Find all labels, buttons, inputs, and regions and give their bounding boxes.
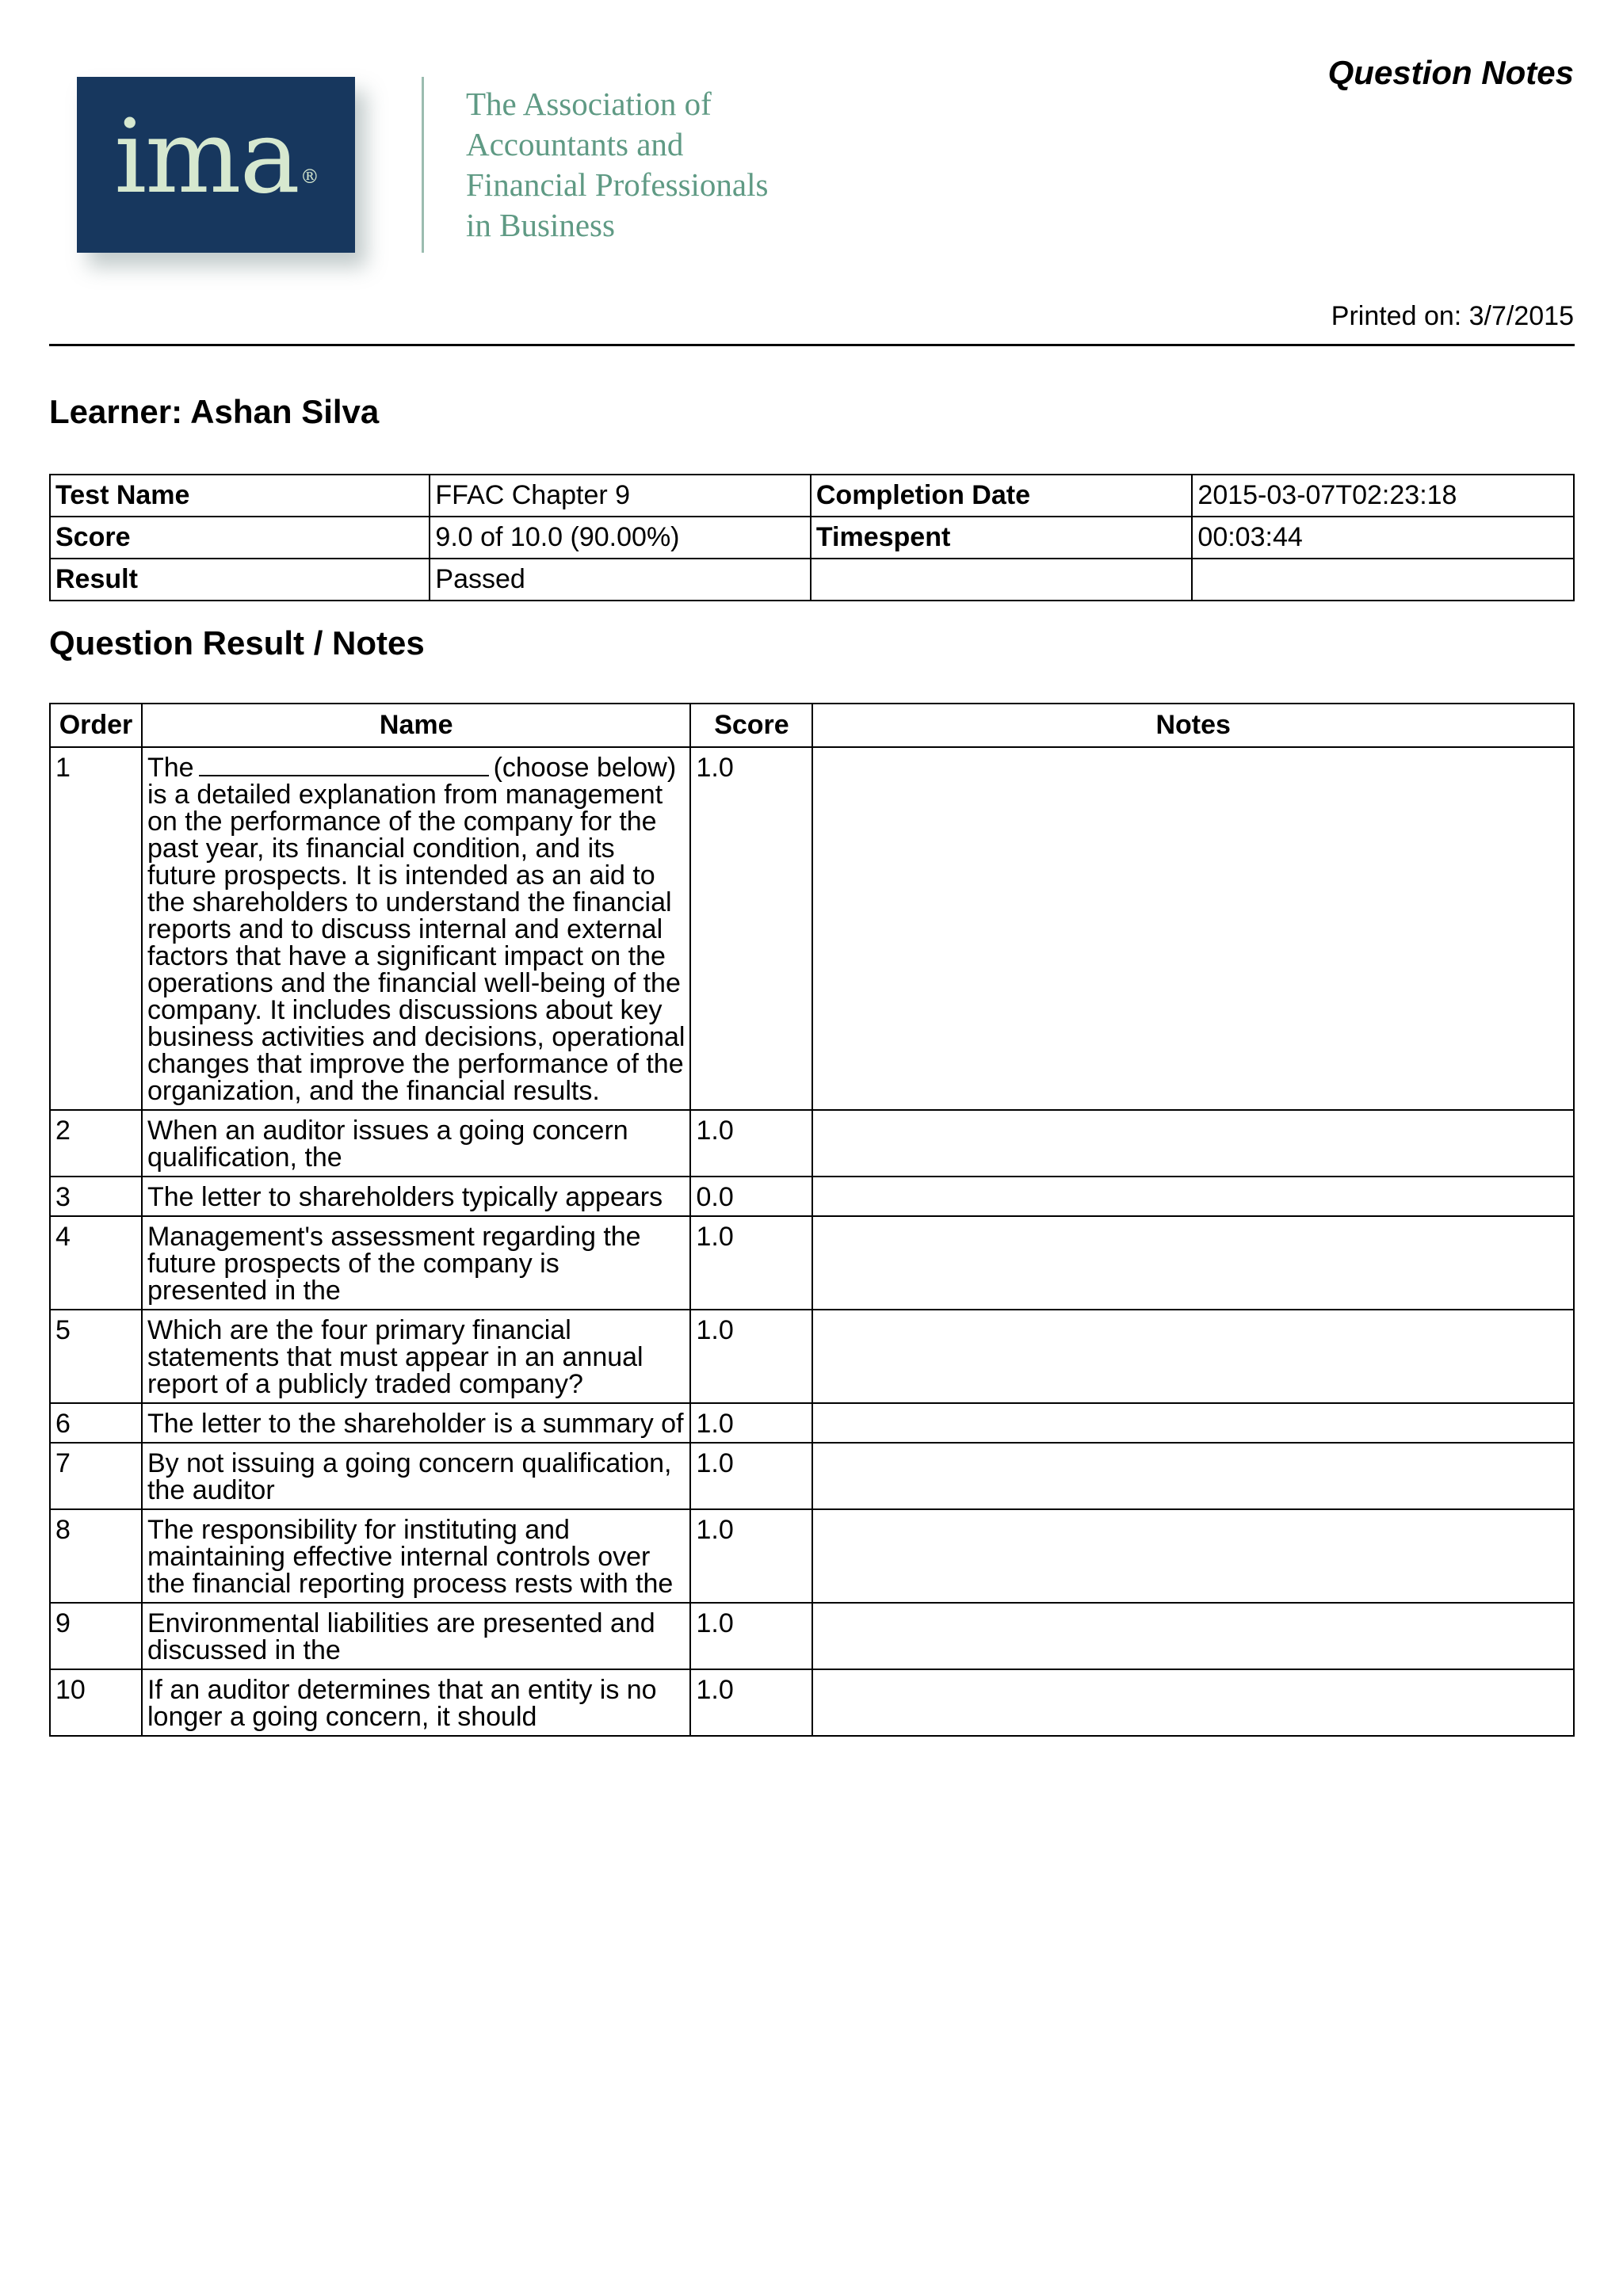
question-notes [812,747,1574,1110]
question-score: 1.0 [690,1216,812,1310]
question-name: Environmental liabilities are presented and discussed in the [142,1603,691,1669]
question-name: Management's assessment regarding the future prospects of the company is presented in the [142,1216,691,1310]
table-row [50,1443,1574,1509]
timespent-label: Timespent [811,517,1193,559]
column-header-name: Name [142,704,691,747]
question-order: 9 [50,1603,142,1669]
completion-date-value: 2015-03-07T02:23:18 [1192,475,1574,517]
printed-date: Printed on: 3/7/2015 [1331,301,1574,331]
association-line: Financial Professionals [466,166,769,203]
result-value: Passed [430,559,810,601]
test-name-label: Test Name [50,475,430,517]
question-score: 1.0 [690,1603,812,1669]
association-line: in Business [466,207,615,243]
question-name: When an auditor issues a going concern qualification, the [142,1110,691,1177]
empty-cell [1192,559,1574,601]
question-notes [812,1403,1574,1443]
question-score: 1.0 [690,1509,812,1603]
registered-mark: ® [300,166,318,188]
score-value: 9.0 of 10.0 (90.00%) [430,517,810,559]
question-name: The letter to shareholders typically appears [142,1177,691,1216]
question-notes [812,1669,1574,1736]
logo-wordmark [77,98,355,216]
column-header-order: Order [50,704,142,747]
table-row [50,1669,1574,1736]
column-header-score: Score [690,704,812,747]
table-header-row [50,704,1574,747]
question-order: 3 [50,1177,142,1216]
question-score: 1.0 [690,747,812,1110]
question-name: Which are the four primary financial statements that must appear in an annual report of a publicly traded company? [142,1310,691,1403]
completion-date-label: Completion Date [811,475,1193,517]
table-row [50,1603,1574,1669]
summary-row [50,559,1574,601]
table-row [50,1110,1574,1177]
test-name-value: FFAC Chapter 9 [430,475,810,517]
question-results-table [49,703,1575,1737]
table-row [50,1310,1574,1403]
question-notes [812,1509,1574,1603]
timespent-value: 00:03:44 [1192,517,1574,559]
question-notes [812,1110,1574,1177]
question-score: 1.0 [690,1669,812,1736]
column-header-notes: Notes [812,704,1574,747]
summary-row [50,517,1574,559]
question-notes [812,1216,1574,1310]
question-order: 4 [50,1216,142,1310]
score-label: Score [50,517,430,559]
question-order: 10 [50,1669,142,1736]
ima-logo [77,77,355,253]
table-row [50,1216,1574,1310]
question-order: 5 [50,1310,142,1403]
question-notes [812,1603,1574,1669]
section-title: Question Result / Notes [49,624,425,662]
question-name: The letter to the shareholder is a summary of [142,1403,691,1443]
question-name: By not issuing a going concern qualification, the auditor [142,1443,691,1509]
question-name [142,747,691,1110]
empty-cell [811,559,1193,601]
association-line: The Association of [466,86,712,122]
question-score: 1.0 [690,1310,812,1403]
question-notes [812,1443,1574,1509]
logo-text: ima [114,98,299,216]
question-order: 7 [50,1443,142,1509]
question-score: 1.0 [690,1110,812,1177]
question-score: 1.0 [690,1403,812,1443]
learner-name: Learner: Ashan Silva [49,393,380,430]
document-title: Question Notes [1327,54,1574,91]
question-order: 1 [50,747,142,1110]
header-divider [49,344,1575,346]
question-name-rest: (choose below) is a detailed explanation from management on the performance of the company for the past year, its financial condition, and its future prospects. It is intended as an aid to the shareholders to understand the financial reports and to discuss internal and external factors that have a significant impact on the operations and the financial well-being of the company. It includes discussions about key business activities and decisions, operational changes that improve the performance of the organization, and the financial results. [147,753,685,1106]
question-order: 8 [50,1509,142,1603]
question-score: 1.0 [690,1443,812,1509]
association-line: Accountants and [466,126,684,162]
question-score: 0.0 [690,1177,812,1216]
question-name: If an auditor determines that an entity is no longer a going concern, it should [142,1669,691,1736]
test-summary-table [49,474,1575,601]
question-notes [812,1310,1574,1403]
question-name-start: The [147,753,194,783]
table-row [50,1509,1574,1603]
table-row [50,1403,1574,1443]
result-label: Result [50,559,430,601]
question-order: 2 [50,1110,142,1177]
table-row [50,747,1574,1110]
question-notes [812,1177,1574,1216]
table-row [50,1177,1574,1216]
question-order: 6 [50,1403,142,1443]
question-name: The responsibility for instituting and maintaining effective internal controls over the financial reporting process rests with the [142,1509,691,1603]
summary-row [50,475,1574,517]
logo-divider [422,77,424,253]
answer-blank [199,754,489,776]
association-name [466,84,768,246]
